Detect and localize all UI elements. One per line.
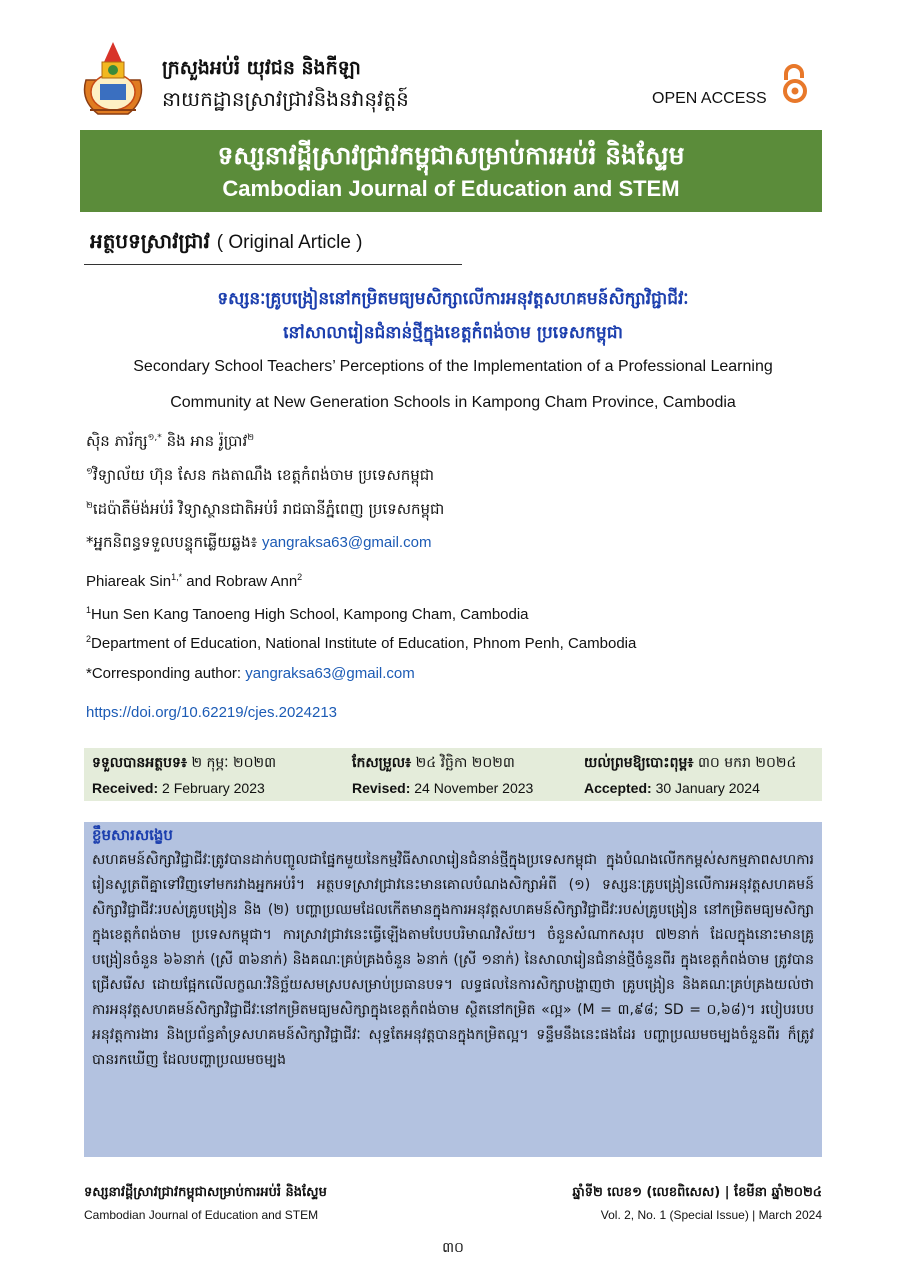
title-en-line2: Community at New Generation Schools in Kampong Cham Province, Cambodia [170, 394, 736, 411]
received-en-value: 2 February 2023 [158, 780, 265, 796]
author1-kh: ស៊ិន ភារ័ក្ស [86, 432, 148, 450]
institute-name-kh: នាយកដ្ឋានស្រាវជ្រាវនិងនវានុវត្តន៍ [162, 87, 409, 111]
corresponding-kh [86, 533, 431, 555]
aff2-kh-num: ២ [86, 501, 93, 511]
dates-box [84, 748, 822, 801]
authors-kh [86, 432, 254, 454]
affiliation1-kh [86, 466, 434, 488]
page-number: ៣០ [442, 1240, 464, 1256]
author2-en-sup: 2 [297, 572, 303, 582]
journal-title-kh: ទស្សនាវដ្ដីស្រាវជ្រាវកម្ពុជាសម្រាប់ការអប់រំ និងស្ទែម [217, 141, 685, 170]
journal-banner [80, 130, 822, 212]
revised-kh-label: កែសម្រួល៖ [352, 755, 412, 771]
revised-kh [352, 753, 515, 774]
author2-en: and Robraw Ann [182, 573, 298, 590]
corr-en-email-link[interactable]: yangraksa63@gmail.com [245, 665, 415, 682]
revised-en-value: 24 November 2023 [410, 780, 534, 796]
ministry-logo [80, 40, 146, 118]
accepted-en-label: Accepted: [584, 780, 652, 796]
accepted-en [584, 780, 760, 796]
aff2-kh-text: ដេប៉ាតឺម៉ង់អប់រំ វិទ្យាស្ថានជាតិអប់រំ រាជធានីភ្នំពេញ ប្រទេសកម្ពុជា [92, 500, 445, 518]
accepted-kh-label: យល់ព្រមឱ្យបោះពុម្ព៖ [584, 755, 694, 771]
accepted-en-value: 30 January 2024 [651, 780, 760, 796]
abstract-box [84, 822, 822, 1157]
affiliation2-en [86, 634, 636, 652]
aff2-en-num: 2 [86, 634, 92, 644]
article-type [90, 228, 363, 258]
title-kh-line2: នៅសាលារៀនជំនាន់ថ្មីក្នុងខេត្តកំពង់ចាម ប្រទេសកម្ពុជា [283, 323, 623, 343]
author1-kh-sup: ១,* [147, 433, 162, 443]
affiliation1-en [86, 605, 529, 623]
open-access-label: OPEN ACCESS [652, 90, 767, 107]
ministry-name-kh: ក្រសួងអប់រំ យុវជន និងកីឡា [162, 57, 361, 79]
accepted-kh-value: ៣០ មករា ២០២៤ [693, 755, 797, 771]
author1-en-sup: 1,* [171, 572, 183, 582]
authors-en [86, 572, 302, 590]
journal-title-en: Cambodian Journal of Education and STEM [222, 176, 680, 201]
revised-en-label: Revised: [352, 780, 411, 796]
aff1-en-text: Hun Sen Kang Tanoeng High School, Kampong Cham, Cambodia [91, 606, 529, 623]
received-kh [92, 753, 276, 774]
revised-kh-value: ២៤ វិច្ឆិកា ២០២៣ [411, 755, 515, 771]
title-en-line1: Secondary School Teachers’ Perceptions of the Implementation of a Professional Learning [133, 358, 773, 375]
affiliation2-kh [86, 500, 444, 522]
aff1-kh-num: ១ [86, 467, 93, 477]
title-kh-line1: ទស្សនៈគ្រូបង្រៀននៅកម្រិតមធ្យមសិក្សាលើការអនុវត្តសហគមន៍សិក្សាវិជ្ជាជីវៈ [217, 289, 689, 309]
abstract-title: ខ្លឹមសារសង្ខេប [92, 826, 173, 844]
author2-kh-sup: ២ [247, 433, 255, 443]
accepted-kh [584, 753, 796, 774]
revised-en [352, 780, 533, 796]
corr-en-label: *Corresponding author: [86, 665, 246, 682]
received-en-label: Received: [92, 780, 159, 796]
author1-en: Phiareak Sin [86, 573, 172, 590]
article-type-underline [84, 264, 462, 265]
aff2-en-text: Department of Education, National Institute of Education, Phnom Penh, Cambodia [91, 635, 637, 652]
aff1-en-num: 1 [86, 605, 92, 615]
corr-kh-email-link[interactable]: yangraksa63@gmail.com [261, 534, 432, 551]
author2-kh: និង អាន រ៉ូប្រាវ [161, 432, 248, 450]
corresponding-en [86, 665, 415, 682]
article-type-en: ( Original Article ) [216, 232, 363, 253]
doi-link[interactable]: https://doi.org/10.62219/cjes.2024213 [86, 704, 338, 721]
footer-issue-kh: ឆ្នាំទី២ លេខ១ (លេខពិសេស) | ខែមីនា ឆ្នាំ២០២៤ [572, 1185, 822, 1200]
footer-issue-en: Vol. 2, No. 1 (Special Issue) | March 2024 [600, 1208, 822, 1222]
article-type-kh: អត្ថបទស្រាវជ្រាវ [90, 229, 210, 253]
footer-journal-kh: ទស្សនាវដ្ដីស្រាវជ្រាវកម្ពុជាសម្រាប់ការអប់រំ និងស្ទែម [84, 1185, 327, 1200]
footer-journal-en: Cambodian Journal of Education and STEM [84, 1208, 319, 1222]
abstract-body: សហគមន៍សិក្សាវិជ្ជាជីវៈត្រូវបានដាក់បញ្ចូលជាផ្នែកមួយនៃកម្មវិធីសាលារៀនជំនាន់ថ្មីក្នុងប្រទេសកម្ពុជា ក្នុងបំណងលើកកម្ពស់សកម្មភាពសហការរៀនសូត្រពីគ្នាទៅវិញទៅមករវាងអ្នកអប់រំ។ អត្ថបទស្រាវជ្រាវនេះមានគោលបំណងសិក្សាអំពី (១) ទស្សនៈគ្រូបង្រៀនលើការអនុវត្តសហគមន៍សិក្សាវិជ្ជាជីវៈរបស់គ្រូបង្រៀន និង (២) បញ្ហាប្រឈមដែលកើតមានក្នុងការអនុវត្តសហគមន៍សិក្សាវិជ្ជាជីវៈរបស់គ្រូបង្រៀន នៅកម្រិតមធ្យមសិក្សាក្នុងខេត្តកំពង់ចាម ប្រទេសកម្ពុជា។ ការស្រាវជ្រាវនេះធ្វើឡើងតាមបែបបរិមាណវិស័យ។ ចំនួនសំណាកសរុប ៧២នាក់ ដែលក្នុងនោះមានគ្រូបង្រៀនចំនួន ៦៦នាក់ (ស្រី ៣៦នាក់) និងគណៈគ្រប់គ្រងចំនួន ៦នាក់ (ស្រី ១នាក់) នៃសាលារៀនជំនាន់ថ្មីចំនួនពីរ ក្នុងខេត្តកំពង់ចាម ត្រូវបានជ្រើសរើស ដោយផ្អែកលើលក្ខណៈវិនិច្ឆ័យសមស្របសម្រាប់ប្រធានបទ។ លទ្ធផលនៃការសិក្សាបង្ហាញថា គ្រូបង្រៀន និងគណៈគ្រប់គ្រងយល់ថាការអនុវត្តសហគមន៍សិក្សាវិជ្ជាជីវៈនៅកម្រិតមធ្យមសិក្សាក្នុងខេត្តកំពង់ចាម ស្ថិតនៅកម្រិត «ល្អ» (M = ៣,៩៨; SD = ០,៦៨)។ របៀបរបបអនុវត្តការងារ និងប្រព័ន្ធគាំទ្រសហគមន៍សិក្សាវិជ្ជាជីវៈ សុទ្ធតែអនុវត្តបានក្នុងកម្រិតល្អ។ ទន្ទឹមនឹងនេះផងដែរ បញ្ហាប្រឈមចម្បងចំនួនពីរ ក៏ត្រូវបានរកឃើញ ដែលបញ្ហាប្រឈមចម្បង [92, 852, 814, 1068]
received-en [92, 780, 265, 796]
received-kh-label: ទទួលបានអត្ថបទ៖ [92, 755, 188, 771]
corr-kh-label: *អ្នកនិពន្ធទទួលបន្ទុកឆ្លើយឆ្លង៖ [86, 533, 262, 551]
aff1-kh-text: វិទ្យាល័យ ហ៊ុន សែន កងតាណឹង ខេត្តកំពង់ចាម ប្រទេសកម្ពុជា [92, 466, 435, 484]
open-access-icon [780, 64, 810, 104]
received-kh-value: ២ កុម្ភៈ ២០២៣ [187, 755, 277, 771]
